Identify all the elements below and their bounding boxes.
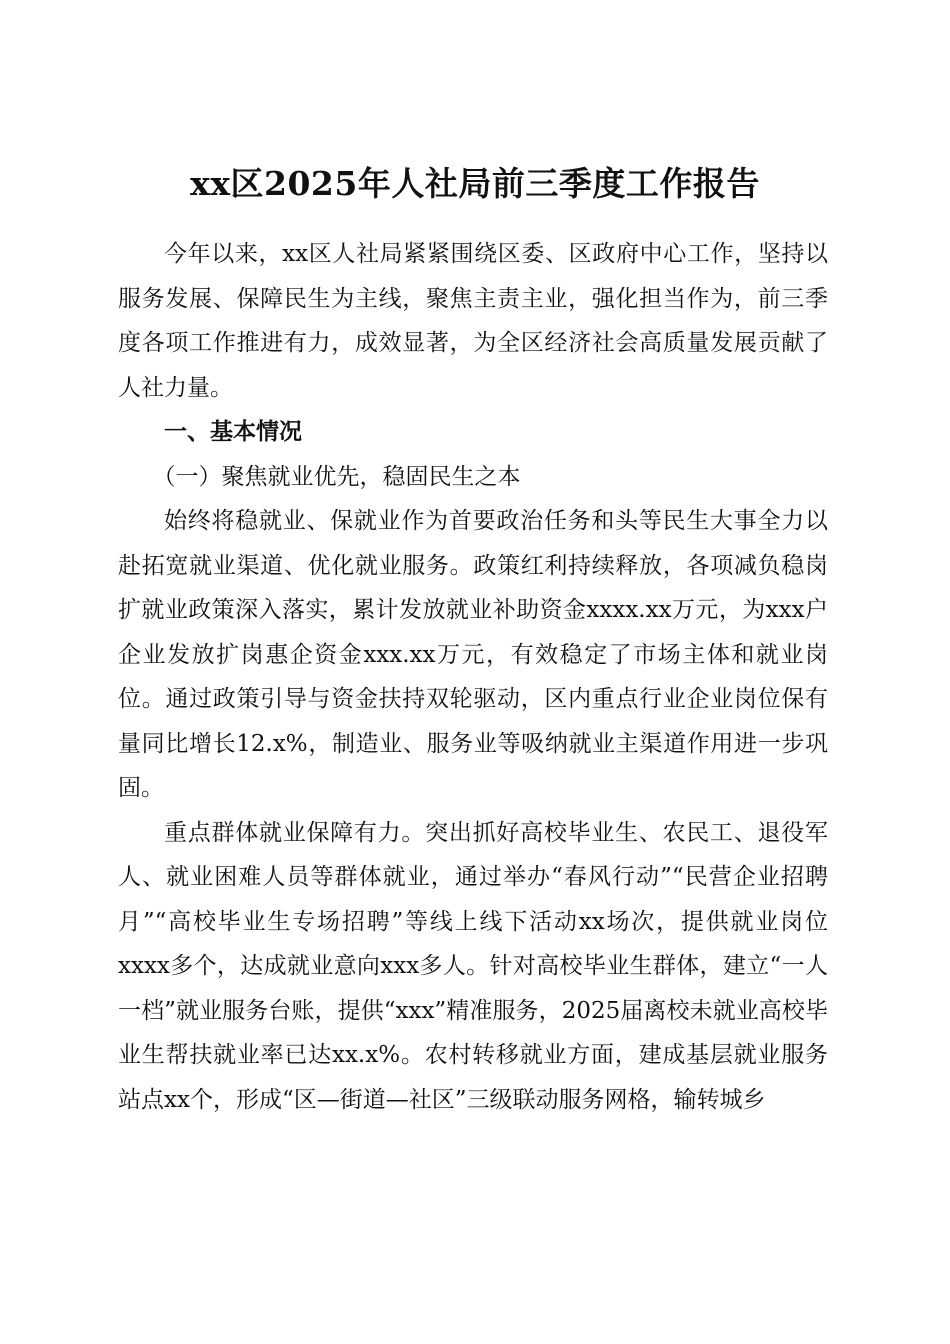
paragraph-employment-policy: 始终将稳就业、保就业作为首要政治任务和头等民生大事全力以赴拓宽就业渠道、优化就业服务。政策红利持续释放，各项减负稳岗扩就业政策深入落实，累计发放就业补助资金xxxx.xx万元，为xxx户企业发放扩岗惠企资金xxx.xx万元，有效稳定了市场主体和就业岗位。通过政策引导与资金扶持双轮驱动，区内重点行业企业岗位保有量同比增长12.x%，制造业、服务业等吸纳就业主渠道作用进一步巩固。 xyxy=(118,508,828,801)
document-title: xx区2025年人社局前三季度工作报告 xyxy=(190,164,760,204)
document-body xyxy=(118,232,828,1122)
intro-paragraph: 今年以来，xx区人社局紧紧围绕区委、区政府中心工作，坚持以服务发展、保障民生为主线，聚焦主责主业，强化担当作为，前三季度各项工作推进有力，成效显著，为全区经济社会高质量发展贡献了人社力量。 xyxy=(118,241,828,401)
subsection-heading-employment: （一）聚焦就业优先，稳固民生之本 xyxy=(152,463,521,490)
section-heading-basic-situation: 一、基本情况 xyxy=(164,419,302,445)
paragraph-key-groups: 重点群体就业保障有力。突出抓好高校毕业生、农民工、退役军人、就业困难人员等群体就业，通过举办“春风行动”“民营企业招聘月”“高校毕业生专场招聘”等线上线下活动xx场次，提供就业岗位xxxx多个，达成就业意向xxx多人。针对高校毕业生群体，建立“一人一档”就业服务台账，提供“xxx”精准服务，2025届离校未就业高校毕业生帮扶就业率已达xx.x%。农村转移就业方面，建成基层就业服务站点xx个，形成“区—街道—社区”三级联动服务网格，输转城乡 xyxy=(118,819,828,1113)
